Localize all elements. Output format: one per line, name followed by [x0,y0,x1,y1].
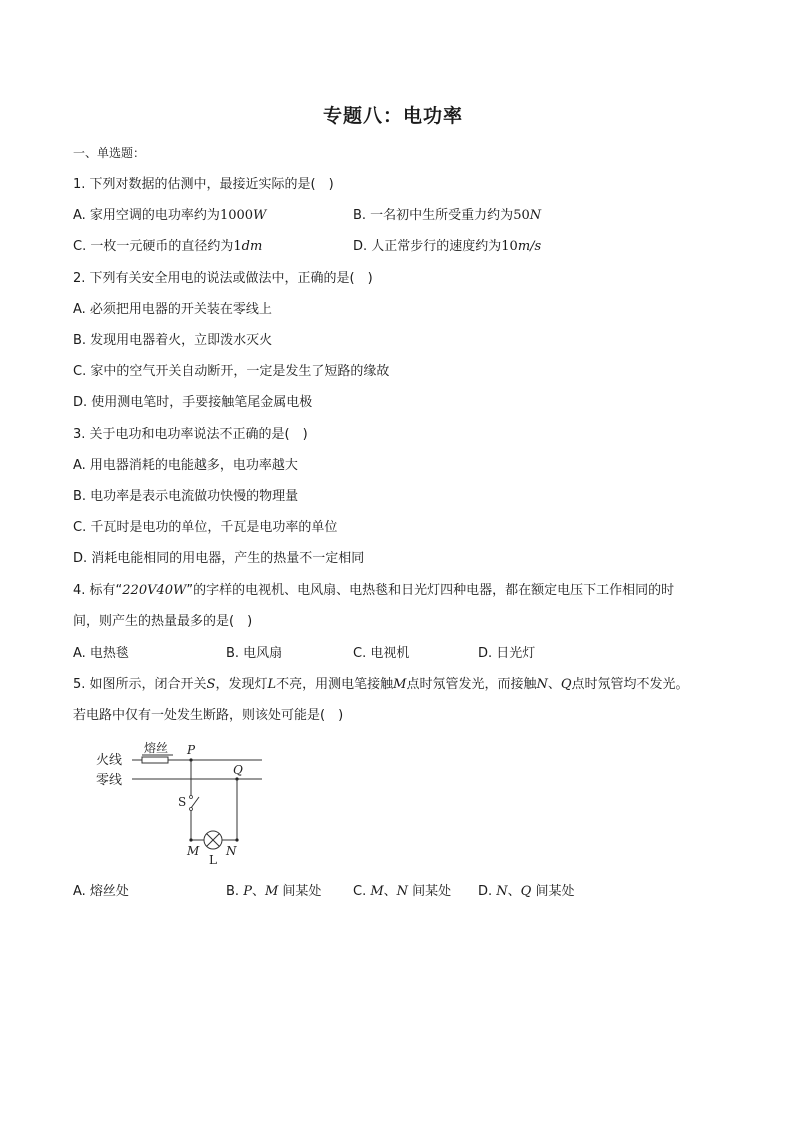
label-n: N [226,844,237,858]
q5-option-a: A. 熔丝处 [73,884,129,899]
q1-option-a: A. 家用空调的电功率约为1000W [73,208,267,223]
node-m [189,838,192,841]
q1-option-b: B. 一名初中生所受重力约为50N [353,208,542,223]
q4-stem-line2: 间，则产生的热量最多的是( ) [73,614,253,629]
q2-option-a: A. 必须把用电器的开关装在零线上 [73,302,272,317]
q5-option-c: C. M、N 间某处 [353,884,452,899]
q3-stem: 3. 关于电功和电功率说法不正确的是( ) [73,427,308,442]
node-n [235,838,238,841]
q5-stem-line1: 5. 如图所示，闭合开关S，发现灯L不亮，用测电笔接触M点时氖管发光，而接触N、Q点时氖管均不发光。 [73,677,689,692]
fuse-element [142,757,168,763]
switch-contact-top [190,796,193,799]
label-l: L [209,853,217,867]
q5-option-d: D. N、Q 间某处 [478,884,575,899]
q1-option-d: D. 人正常步行的速度约为10m/s [353,239,542,254]
q4-option-a: A. 电热毯 [73,646,129,661]
q4-option-d: D. 日光灯 [478,646,536,661]
q3-option-c: C. 千瓦时是电功的单位，千瓦是电功率的单位 [73,520,338,535]
q1-option-c: C. 一枚一元硬币的直径约为1dm [73,239,263,254]
q2-stem: 2. 下列有关安全用电的说法或做法中，正确的是( ) [73,271,373,286]
q1-stem: 1. 下列对数据的估测中，最接近实际的是( ) [73,177,334,192]
q5-option-b: B. P、M 间某处 [226,884,322,899]
q4-stem-line1: 4. 标有“220V40W”的字样的电视机、电风扇、电热毯和日光灯四种电器，都在额定电压下工作相同的时 [73,583,675,598]
q3-option-b: B. 电功率是表示电流做功快慢的物理量 [73,489,299,504]
q4-option-b: B. 电风扇 [226,646,283,661]
fuse-label: 熔丝 [144,741,169,755]
live-wire-label: 火线 [96,753,123,768]
neutral-wire-label: 零线 [96,773,123,788]
label-p: P [187,743,196,757]
q2-option-d: D. 使用测电笔时，手要接触笔尾金属电极 [73,395,313,410]
label-q: Q [233,763,243,777]
switch-s [191,797,199,808]
label-s: S [178,795,187,809]
q2-option-c: C. 家中的空气开关自动断开，一定是发生了短路的缘故 [73,364,390,379]
section-heading: 一、单选题： [73,146,146,160]
q5-stem-line2: 若电路中仅有一处发生断路，则该处可能是( ) [73,708,344,723]
label-m: M [187,844,200,858]
page-title: 专题八：电功率 [323,105,464,127]
q3-option-d: D. 消耗电能相同的用电器，产生的热量不一定相同 [73,551,365,566]
q2-option-b: B. 发现用电器着火，立即泼水灭火 [73,333,273,348]
q3-option-a: A. 用电器消耗的电能越多，电功率越大 [73,458,298,473]
circuit-diagram [90,738,290,868]
q4-option-c: C. 电视机 [353,646,410,661]
